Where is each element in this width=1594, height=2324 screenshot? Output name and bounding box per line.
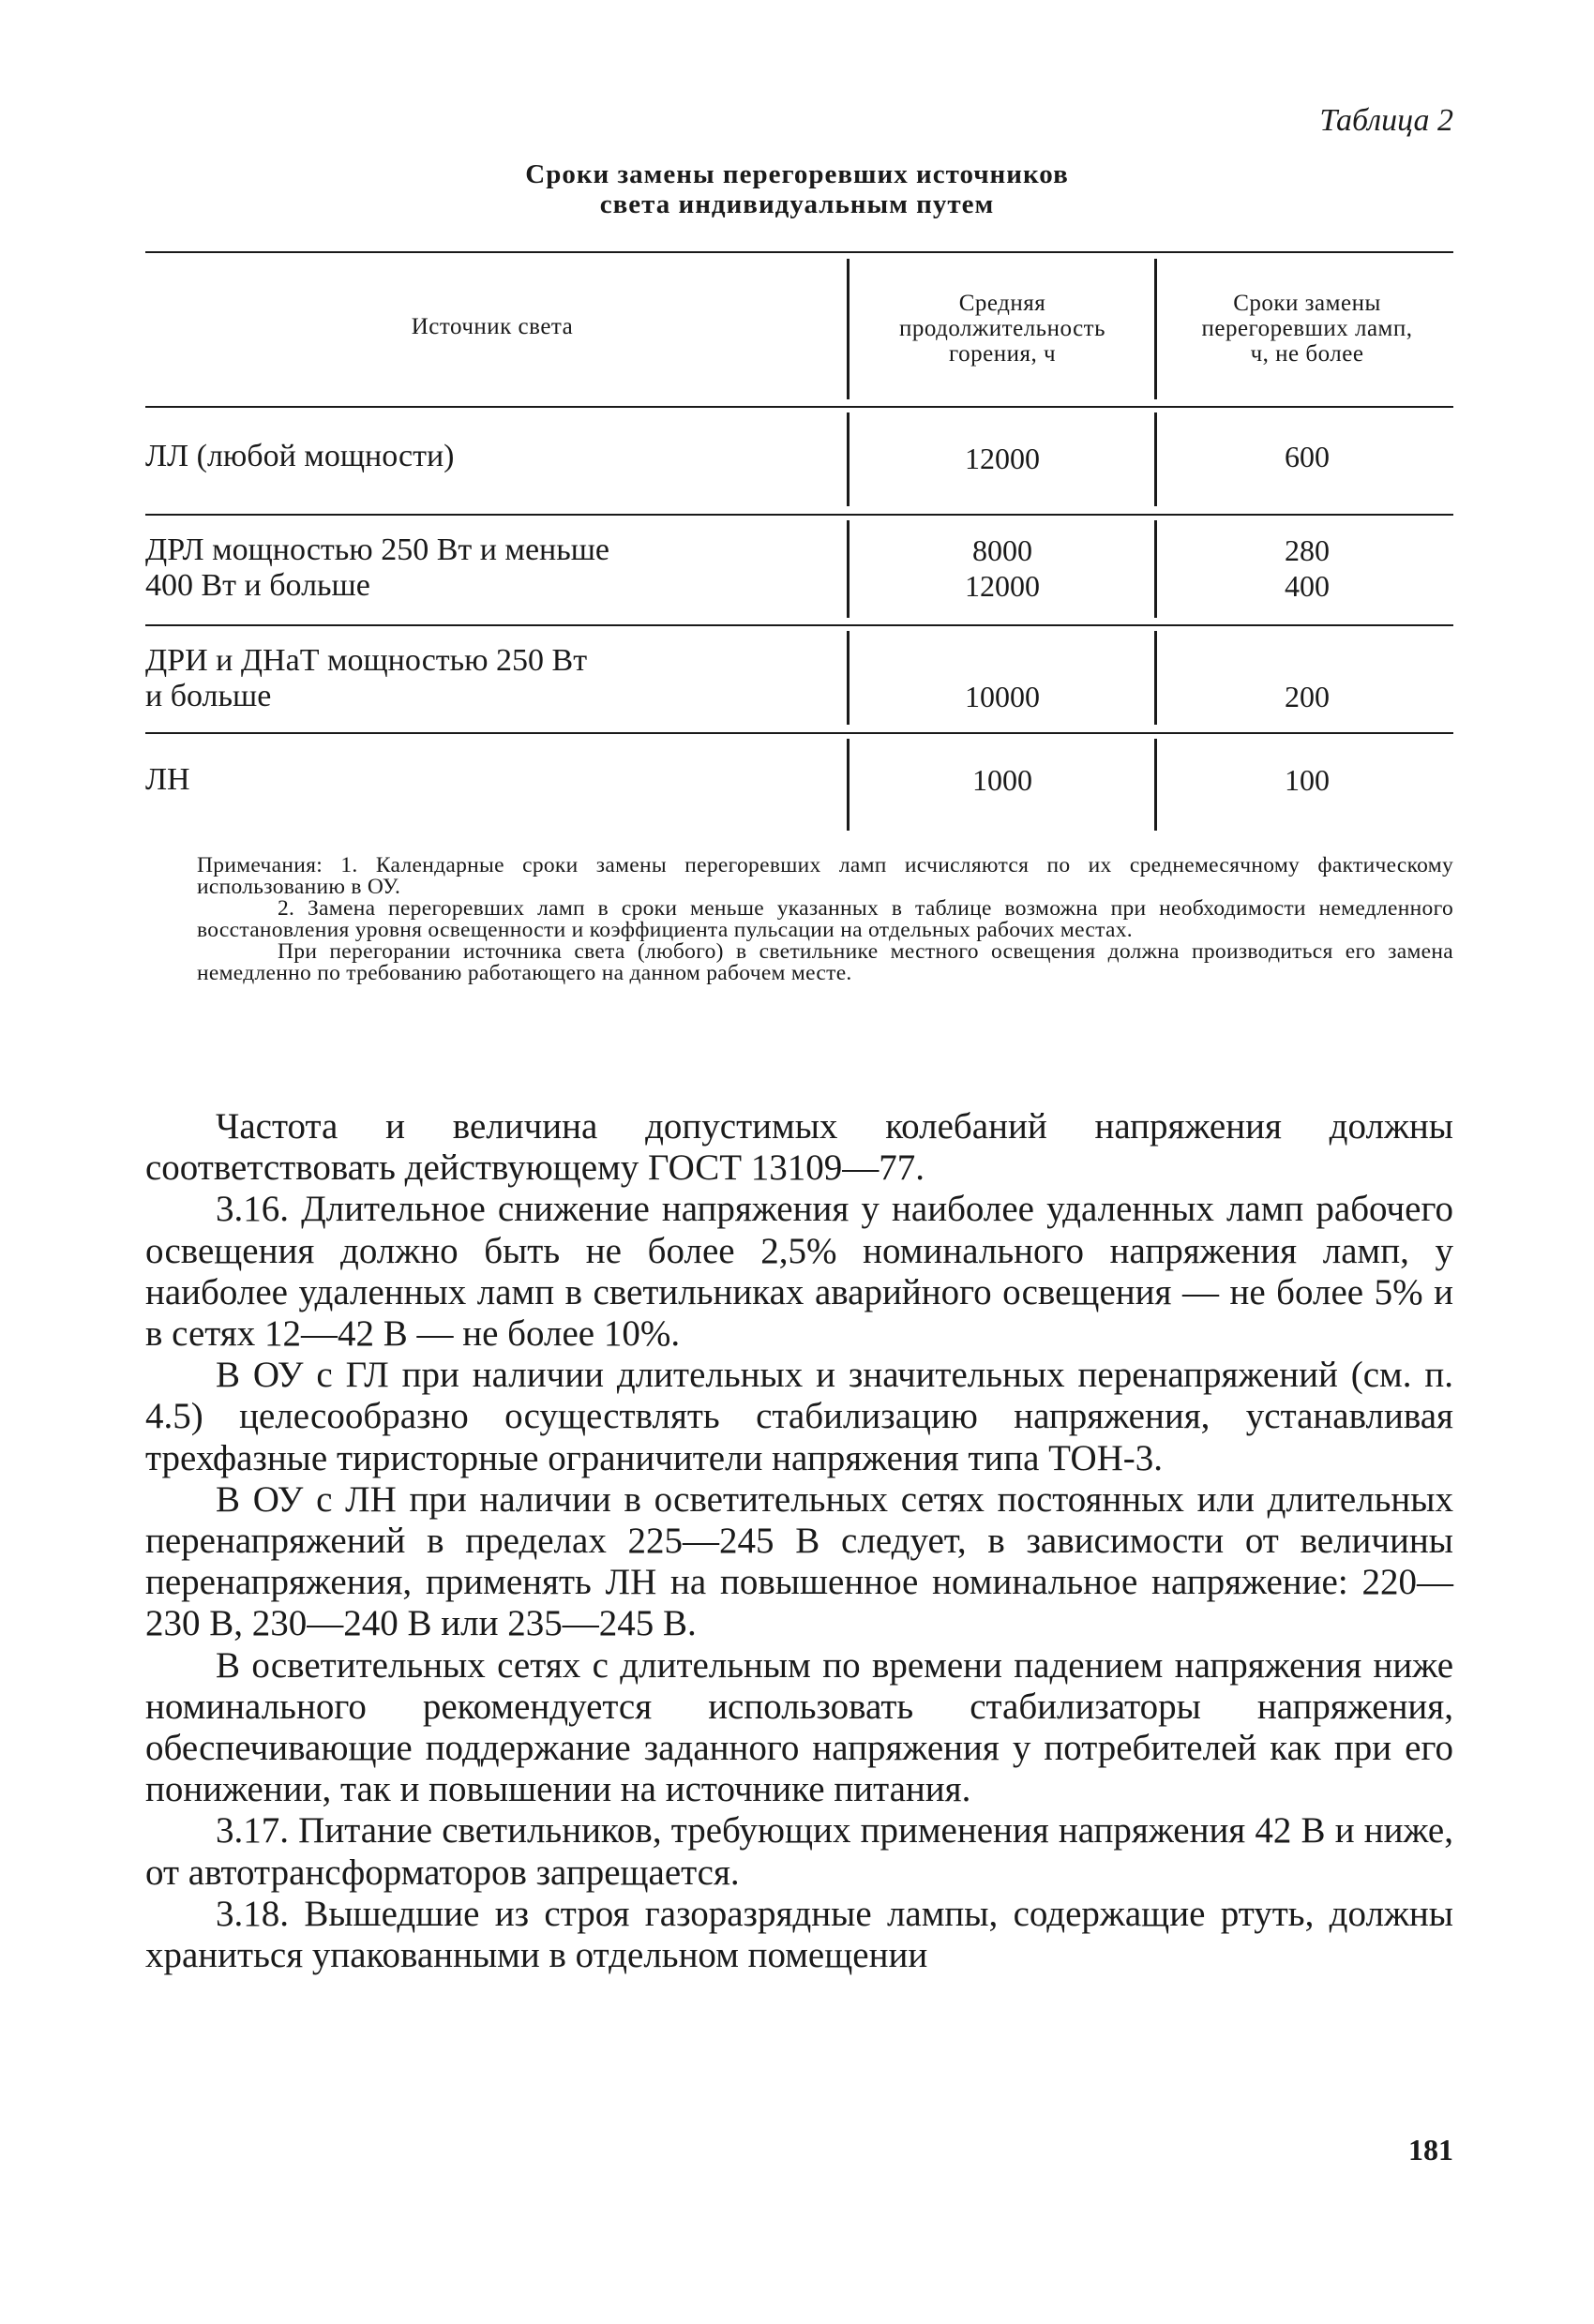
page-number: 181 — [1408, 2133, 1453, 2167]
replacement-table — [145, 251, 1453, 832]
col-rule-b-4 — [1154, 631, 1157, 725]
header-life: Средняя продолжительность горения, ч — [899, 291, 1105, 367]
table-row-source: ЛН — [145, 762, 190, 797]
paragraph-3-16: 3.16. Длительное снижение напряжения у наиболее удаленных ламп рабочего освещения должно быть не более 2,5% номинального напряжения ламп, у наиболее удаленных ламп в светильниках аварийного освещения — не более 5% и в сетях 12—42 В — не более 10%. — [145, 1189, 1453, 1355]
col-rule-a-4 — [847, 631, 850, 725]
table-row-life: 12000 — [965, 442, 1040, 475]
header-rule — [145, 406, 1453, 408]
col-rule-b-2 — [1154, 412, 1157, 506]
table-row-life: 10000 — [965, 680, 1040, 713]
table-row-life: 8000 12000 — [965, 533, 1040, 603]
paragraph-3-17: 3.17. Питание светильников, требующих применения напряжения 42 В и ниже, от автотрансформаторов запрещается. — [145, 1810, 1453, 1893]
col-rule-b-3 — [1154, 520, 1157, 618]
col-rule-a-3 — [847, 520, 850, 618]
row-rule-2 — [145, 624, 1453, 626]
header-source: Источник света — [411, 314, 574, 339]
note-3: При перегорании источника света (любого) в светильнике местного освещения должна производиться его замена немедленно по требованию работающего на данном рабочем месте. — [197, 939, 1453, 985]
col-rule-a-1 — [847, 259, 850, 399]
note-2: 2. Замена перегоревших ламп в сроки меньше указанных в таблице возможна при необходимости немедленного восстановления уровня освещенности и коэффициента пульсации на отдельных рабочих местах. — [197, 896, 1453, 942]
table-row-replace: 100 — [1285, 763, 1330, 797]
col-rule-b-1 — [1154, 259, 1157, 399]
table-row-life: 1000 — [972, 763, 1032, 797]
table-row-replace: 280 400 — [1285, 533, 1330, 603]
paragraph-voltage-stabilizers: В осветительных сетях с длительным по времени падением напряжения ниже номинального рекомендуется использовать стабилизаторы напряжения, обеспечивающие поддержание заданного напряжения у потребителей как при его понижении, так и повышении на источнике питания. — [145, 1644, 1453, 1810]
body-text — [145, 1106, 1453, 1976]
col-rule-a-5 — [847, 739, 850, 831]
paragraph-3-18: 3.18. Вышедшие из строя газоразрядные лампы, содержащие ртуть, должны храниться упакованными в отдельном помещении — [145, 1893, 1453, 1976]
paragraph-voltage-fluctuation: Частота и величина допустимых колебаний напряжения должны соответствовать действующему ГОСТ 13109—77. — [145, 1106, 1453, 1189]
table-title-line-1: Сроки замены перегоревших источников — [525, 159, 1069, 189]
col-rule-a-2 — [847, 412, 850, 506]
table-row-source: ЛЛ (любой мощности) — [145, 439, 455, 473]
paragraph-ln-overvoltage: В ОУ с ЛН при наличии в осветительных сетях постоянных или длительных перенапряжений в пределах 225—245 В следует, в зависимости от величины перенапряжения, применять ЛН на повышенное номинальное напряжение: 220—230 В, 230—240 В или 235—245 В. — [145, 1478, 1453, 1644]
table-row-source: ДРИ и ДНаТ мощностью 250 Вт и больше — [145, 643, 588, 713]
note-1: Примечания: 1. Календарные сроки замены перегоревших ламп исчисляются по их среднемесячному фактическому использованию в ОУ. — [197, 853, 1453, 899]
table-row-replace: 200 — [1285, 680, 1330, 713]
table-title — [338, 159, 1256, 219]
table-label: Таблица 2 — [1319, 103, 1453, 138]
row-rule-3 — [145, 732, 1453, 734]
row-rule-1 — [145, 514, 1453, 516]
table-row-source: ДРЛ мощностью 250 Вт и меньше 400 Вт и больше — [145, 532, 610, 603]
paragraph-gl-stabilization: В ОУ с ГЛ при наличии длительных и значительных перенапряжений (см. п. 4.5) целесообразно осуществлять стабилизацию напряжения, устанавливая трехфазные тиристорные ограничители напряжения типа ТОН-3. — [145, 1355, 1453, 1478]
table-top-rule — [145, 251, 1453, 253]
table-row-replace: 600 — [1285, 440, 1330, 473]
col-rule-b-5 — [1154, 739, 1157, 831]
table-title-line-2: света индивидуальным путем — [599, 189, 995, 219]
table-notes — [197, 855, 1453, 984]
header-replace: Сроки замены перегоревших ламп, ч, не более — [1201, 291, 1413, 367]
